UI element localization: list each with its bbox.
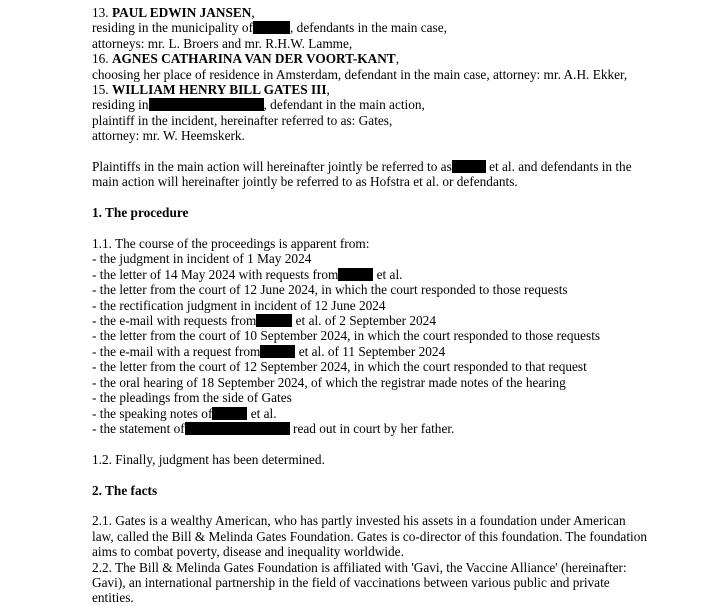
list-item: - the speaking notes of et al. xyxy=(92,405,277,421)
party-16-residence-line: choosing her place of residence in Amsterdam, defendant in the main case, attorney: mr. A.H. Ekker, xyxy=(92,66,628,82)
paragraph-2-1-line: 2.1. Gates is a wealthy American, who has partly invested his assets in a foundation under American xyxy=(92,513,626,529)
redaction-block xyxy=(212,407,247,420)
section-heading-facts: 2. The facts xyxy=(92,482,158,498)
redaction-block xyxy=(256,314,292,327)
party-name: WILLIAM HENRY BILL GATES III xyxy=(111,82,327,98)
redaction-block xyxy=(260,345,295,358)
paragraph-1-2: 1.2. Finally, judgment has been determined. xyxy=(92,451,325,467)
section-heading-procedure: 1. The procedure xyxy=(92,205,189,221)
list-item: - the letter from the court of 10 September 2024, in which the court responded to those requests xyxy=(92,328,601,344)
list-item: - the e-mail with a request from et al. of 11 September 2024 xyxy=(92,343,446,359)
list-item: - the letter from the court of 12 June 2024, in which the court responded to those requests xyxy=(92,282,568,298)
list-item: - the letter of 14 May 2024 with requests from et al. xyxy=(92,266,403,282)
intro-paragraph-line-2: main action will hereinafter jointly be referred to as Hofstra et al. or defendants. xyxy=(92,174,518,190)
party-number: 16. xyxy=(92,51,109,67)
intro-paragraph-line-1: Plaintiffs in the main action will hereinafter jointly be referred to as et al. and defendants in the xyxy=(92,159,632,175)
list-item: - the oral hearing of 18 September 2024, of which the registrar made notes of the hearing xyxy=(92,374,566,390)
paragraph-1-1: 1.1. The course of the proceedings is apparent from: xyxy=(92,236,370,252)
party-13-attorneys-line: attorneys: mr. L. Broers and mr. R.H.W. Lamme, xyxy=(92,35,353,51)
list-item: - the judgment in incident of 1 May 2024 xyxy=(92,251,312,267)
party-number: 15. xyxy=(92,82,109,98)
list-item: - the rectification judgment in incident of 12 June 2024 xyxy=(92,297,386,313)
court-document xyxy=(92,5,652,606)
paragraph-2-2-line: Gavi), an international partnership in the field of vaccinations between various public and private xyxy=(92,574,610,590)
paragraph-2-2-line: entities. xyxy=(92,590,134,606)
paragraph-2-2-line: 2.2. The Bill & Melinda Gates Foundation is affiliated with 'Gavi, the Vaccine Alliance' (hereinafter: xyxy=(92,559,627,575)
list-item: - the letter from the court of 12 September 2024, in which the court responded to that request xyxy=(92,359,587,375)
party-13-name-line: 13. PAUL EDWIN JANSEN, xyxy=(92,5,255,20)
list-item: - the statement of read out in court by her father. xyxy=(92,420,455,436)
party-name: PAUL EDWIN JANSEN xyxy=(111,5,252,20)
party-16-name-line: 16. AGNES CATHARINA VAN DER VOORT-KANT, xyxy=(92,51,400,67)
redaction-block xyxy=(452,160,486,173)
party-number: 13. xyxy=(92,5,109,20)
redaction-block xyxy=(253,21,290,34)
list-item: - the e-mail with requests from et al. of 2 September 2024 xyxy=(92,313,436,329)
party-15-role-line: plaintiff in the incident, hereinafter referred to as: Gates, xyxy=(92,112,393,128)
redaction-block xyxy=(185,422,290,435)
party-15-residence-line: residing in , defendant in the main action, xyxy=(92,97,425,113)
paragraph-2-1-line: law, called the Bill & Melinda Gates Foundation. Gates is co-director of this foundation. The foundation xyxy=(92,528,648,544)
redaction-block xyxy=(149,98,264,111)
redaction-block xyxy=(338,268,373,281)
paragraph-2-1-line: aims to combat poverty, disease and inequality worldwide. xyxy=(92,544,404,560)
party-13-residence-line: residing in the municipality of , defendants in the main case, xyxy=(92,20,447,36)
list-item: - the pleadings from the side of Gates xyxy=(92,390,292,406)
party-name: AGNES CATHARINA VAN DER VOORT-KANT xyxy=(111,51,396,67)
party-15-name-line: 15. WILLIAM HENRY BILL GATES III, xyxy=(92,82,330,98)
party-15-attorney-line: attorney: mr. W. Heemskerk. xyxy=(92,128,245,144)
